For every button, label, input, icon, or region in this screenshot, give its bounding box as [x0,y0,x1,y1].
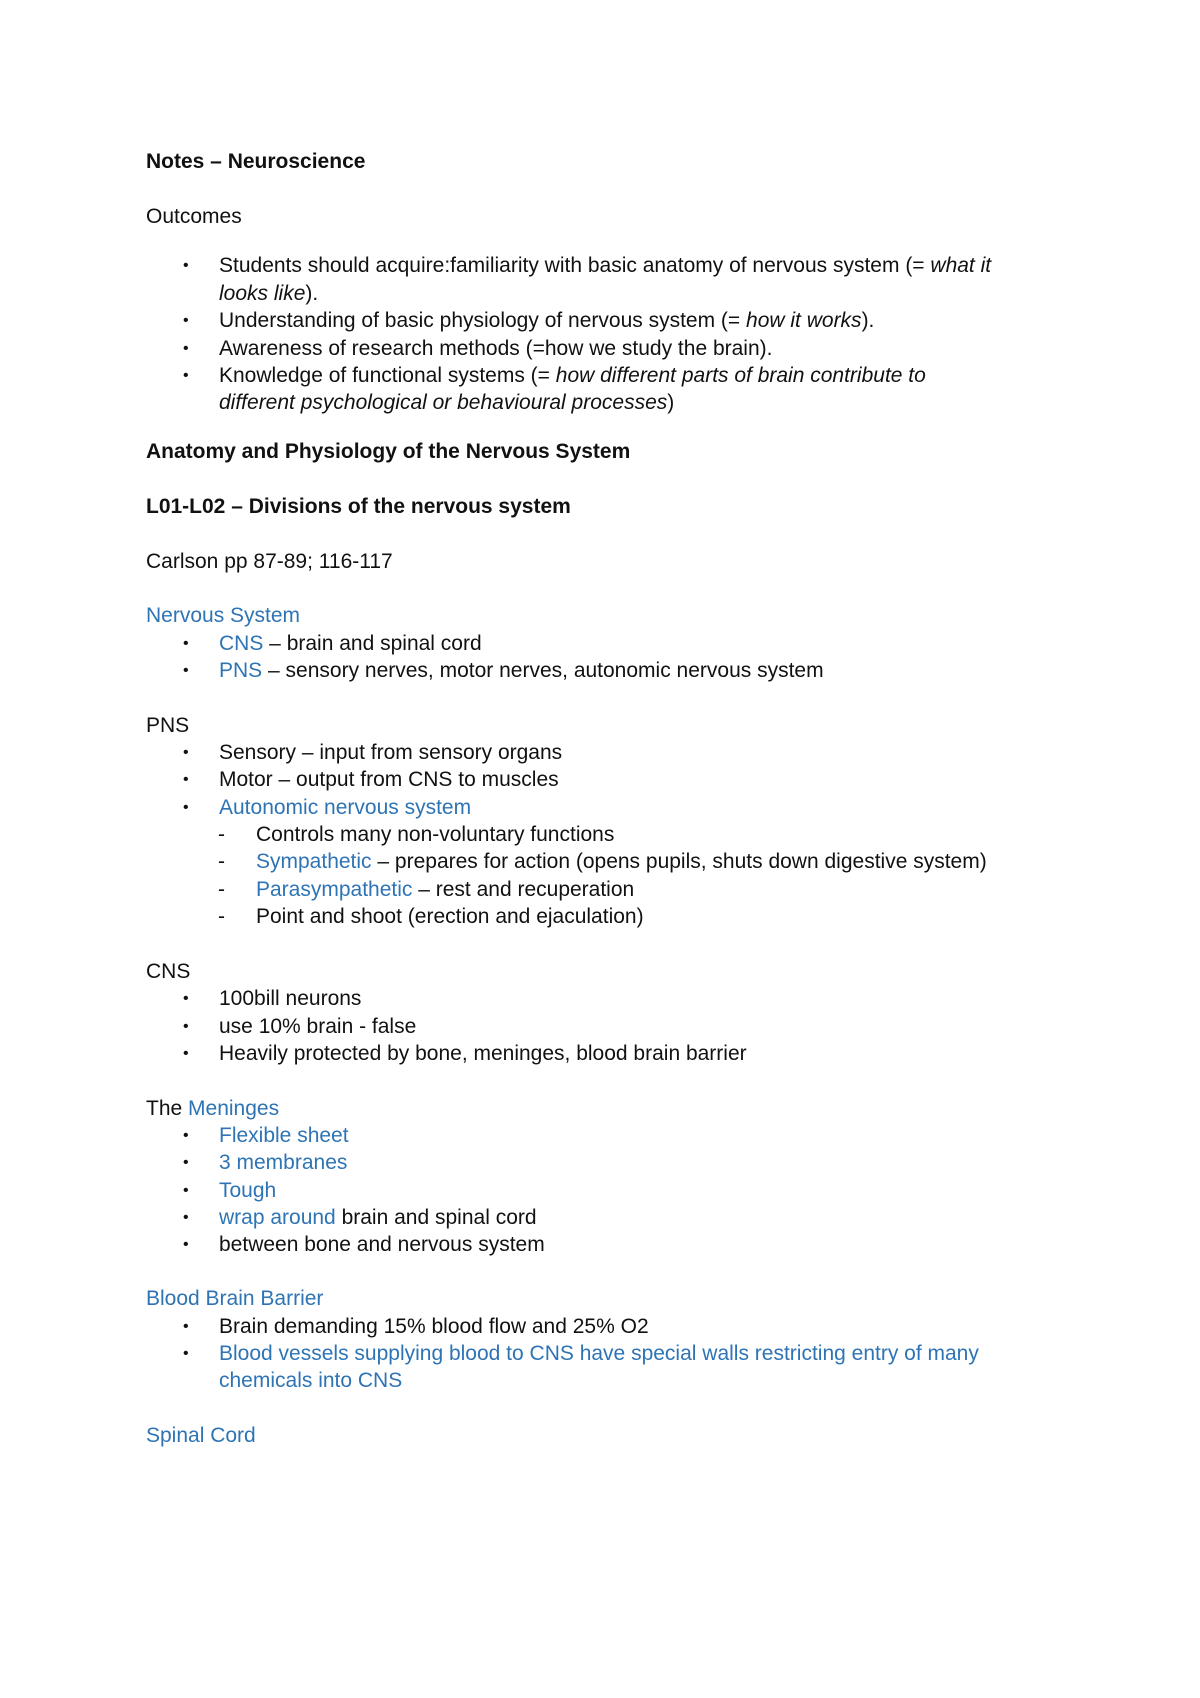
lecture-heading: L01-L02 – Divisions of the nervous system [146,495,571,518]
bullet-icon: • [183,799,189,816]
bbb-item-2-cont: chemicals into CNS [219,1369,403,1392]
cns-heading: CNS [146,960,191,983]
bullet-icon: • [183,1154,189,1171]
bbb-heading: Blood Brain Barrier [146,1287,324,1310]
bullet-icon: • [183,1209,189,1226]
meninges-item-5: between bone and nervous system [219,1233,545,1256]
pns-item-motor: Motor – output from CNS to muscles [219,768,559,791]
bullet-icon: • [183,257,189,274]
meninges-item-4: wrap around brain and spinal cord [219,1206,537,1229]
bullet-icon: • [183,771,189,788]
meninges-item-2: 3 membranes [219,1151,348,1174]
cns-item-1: 100bill neurons [219,987,362,1010]
section-heading: Anatomy and Physiology of the Nervous System [146,440,631,463]
meninges-heading: The Meninges [146,1097,280,1120]
meninges-item-1: Flexible sheet [219,1124,349,1147]
bullet-icon: • [183,1345,189,1362]
bullet-icon: • [183,1236,189,1253]
bullet-icon: • [183,1045,189,1062]
pns-item-autonomic: Autonomic nervous system [219,796,472,819]
autonomic-sub-4: Point and shoot (erection and ejaculation) [256,905,644,928]
pns-heading: PNS [146,714,190,737]
bbb-item-2: Blood vessels supplying blood to CNS have special walls restricting entry of many [219,1342,979,1365]
spinal-cord-heading: Spinal Cord [146,1424,256,1447]
outcome-item-1: Students should acquire:familiarity with basic anatomy of nervous system (= what it [219,254,992,277]
reference-text: Carlson pp 87-89; 116-117 [146,550,393,573]
outcomes-heading: Outcomes [146,205,242,228]
dash-icon: - [218,878,225,901]
autonomic-sub-3: Parasympathetic – rest and recuperation [256,878,635,901]
meninges-item-3: Tough [219,1179,277,1202]
bullet-icon: • [183,1182,189,1199]
bullet-icon: • [183,1018,189,1035]
bullet-icon: • [183,1318,189,1335]
outcome-item-3: Awareness of research methods (=how we study the brain). [219,337,773,360]
bbb-item-1: Brain demanding 15% blood flow and 25% O2 [219,1315,649,1338]
dash-icon: - [218,850,225,873]
bullet-icon: • [183,312,189,329]
dash-icon: - [218,823,225,846]
bullet-icon: • [183,340,189,357]
bullet-icon: • [183,744,189,761]
autonomic-sub-2: Sympathetic – prepares for action (opens pupils, shuts down digestive system) [256,850,987,873]
page-title: Notes – Neuroscience [146,150,366,173]
bullet-icon: • [183,635,189,652]
ns-item-cns: CNS – brain and spinal cord [219,632,482,655]
autonomic-sub-1: Controls many non-voluntary functions [256,823,615,846]
pns-item-sensory: Sensory – input from sensory organs [219,741,563,764]
cns-item-2: use 10% brain - false [219,1015,417,1038]
outcome-item-4: Knowledge of functional systems (= how different parts of brain contribute to [219,364,926,387]
bullet-icon: • [183,1127,189,1144]
bullet-icon: • [183,367,189,384]
outcome-item-2: Understanding of basic physiology of nervous system (= how it works). [219,309,875,332]
bullet-icon: • [183,990,189,1007]
dash-icon: - [218,905,225,928]
ns-item-pns: PNS – sensory nerves, motor nerves, autonomic nervous system [219,659,824,682]
bullet-icon: • [183,662,189,679]
cns-item-3: Heavily protected by bone, meninges, blood brain barrier [219,1042,747,1065]
nervous-system-heading: Nervous System [146,604,301,627]
outcome-item-1-cont: looks like). [219,282,319,305]
outcome-item-4-cont: different psychological or behavioural processes) [219,391,675,414]
